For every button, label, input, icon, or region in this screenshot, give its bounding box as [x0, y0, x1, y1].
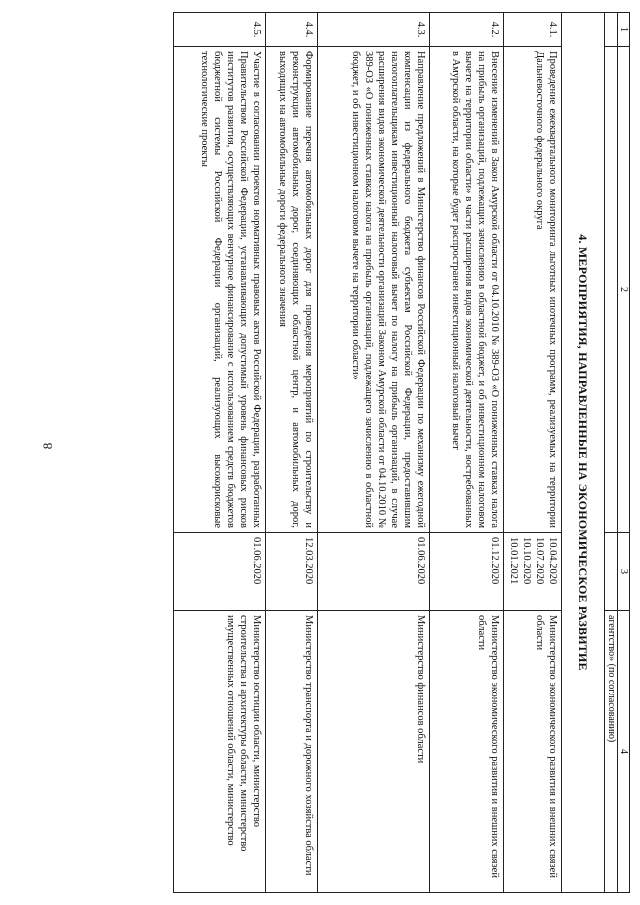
row-dates [430, 533, 504, 611]
row-responsible: Министерство финансов области [318, 611, 430, 893]
row-date: 12.03.2020 [303, 537, 314, 585]
row-dates [174, 533, 266, 611]
row-number: 4.4. [266, 13, 318, 47]
row-responsible: Министерство экономического развития и внешних связей области [504, 611, 562, 893]
row-description: Формирование перечня автомобильных дорог для проведения мероприятий по строительству и реконструкции автомобильных дорог, соединяющих областной центр, и автомобильных дорог, выходящих на автомобильные дороги федерального значения [266, 47, 318, 533]
table-row [318, 13, 430, 893]
row-description: Направление предложений в Министерство финансов Российской Федерации по механизму ежегодной компенсации из федерального бюджета субъектам Российской Федерации, предоставившим налогоплательщикам инвестиционный налоговый вычет по налогу на прибыль организаций, в случае расширения видов экономической деятельности организаций Законом Амурской области от 04.10.2010 № 389-ОЗ «О пониженных ставках налога на прибыль организаций, подлежащего зачислению в областной бюджет, и об инвестиционном налоговом вычете на территории области» [318, 47, 430, 533]
row-number: 4.5. [174, 13, 266, 47]
row-responsible: Министерство транспорта и дорожного хозяйства области [266, 611, 318, 893]
row-dates [318, 533, 430, 611]
row-responsible: Министерство экономического развития и внешних связей области [430, 611, 504, 893]
row-date: 01.12.2020 [489, 537, 500, 585]
rotated-page-content [110, 12, 630, 892]
row-dates [504, 533, 562, 611]
table-header-row [618, 13, 630, 893]
row-responsible: Министерство юстиции области, министерство строительства и архитектуры области, министерство имущественных отношений области, министерство [174, 611, 266, 893]
row-date: 10.10.2020 [521, 537, 532, 585]
table-row [174, 13, 266, 893]
section-row [562, 13, 605, 893]
row-date: 10.07.2020 [534, 537, 545, 585]
table-row [266, 13, 318, 893]
page-number: 8 [40, 442, 55, 450]
row-description: Внесение изменений в Закон Амурской области от 04.10.2010 № 389-ОЗ «О пониженных ставках налога на прибыль организаций, подлежащих зачислению в областной бюджет, и об инвестиционном налоговом вычете на территории области» в части расширения видов экономической деятельности, востребованных в Амурской области, на которые будет распространен инвестиционный налоговый вычет [430, 47, 504, 533]
section-title: 4. МЕРОПРИЯТИЯ, НАПРАВЛЕННЫЕ НА ЭКОНОМИЧЕСКОЕ РАЗВИТИЕ [562, 13, 605, 893]
row-date: 01.06.2020 [415, 537, 426, 585]
header-col-2: 2 [618, 47, 630, 533]
measures-table [173, 12, 630, 893]
header-col-4: 4 [618, 611, 630, 893]
row-date: 01.06.2020 [251, 537, 262, 585]
header-col-3: 3 [618, 533, 630, 611]
continuation-row [605, 13, 618, 893]
table-row [504, 13, 562, 893]
row-description: Участие в согласовании проектов нормативных правовых актов Российской Федерации, разработанных Правительством Российской Федерации, устанавливающих допустимый уровень финансовых рисков институтов развития, осуществляющих венчурное финансирование с использованием средств бюджетов бюджетной системы Российской Федерации организаций, реализующих высокорисковые технологические проекты [174, 47, 266, 533]
row-date: 10.04.2020 [547, 537, 558, 585]
row-number: 4.2. [430, 13, 504, 47]
row-number: 4.1. [504, 13, 562, 47]
row-number: 4.3. [318, 13, 430, 47]
table-row [430, 13, 504, 893]
header-col-1: 1 [618, 13, 630, 47]
row-dates [266, 533, 318, 611]
continuation-text: агентство» (по согласованию) [605, 611, 618, 893]
row-date: 10.01.2021 [508, 537, 519, 585]
row-description: Проведение ежеквартального мониторинга льготных ипотечных программ, реализуемых на территории Дальневосточного федерального округа [504, 47, 562, 533]
